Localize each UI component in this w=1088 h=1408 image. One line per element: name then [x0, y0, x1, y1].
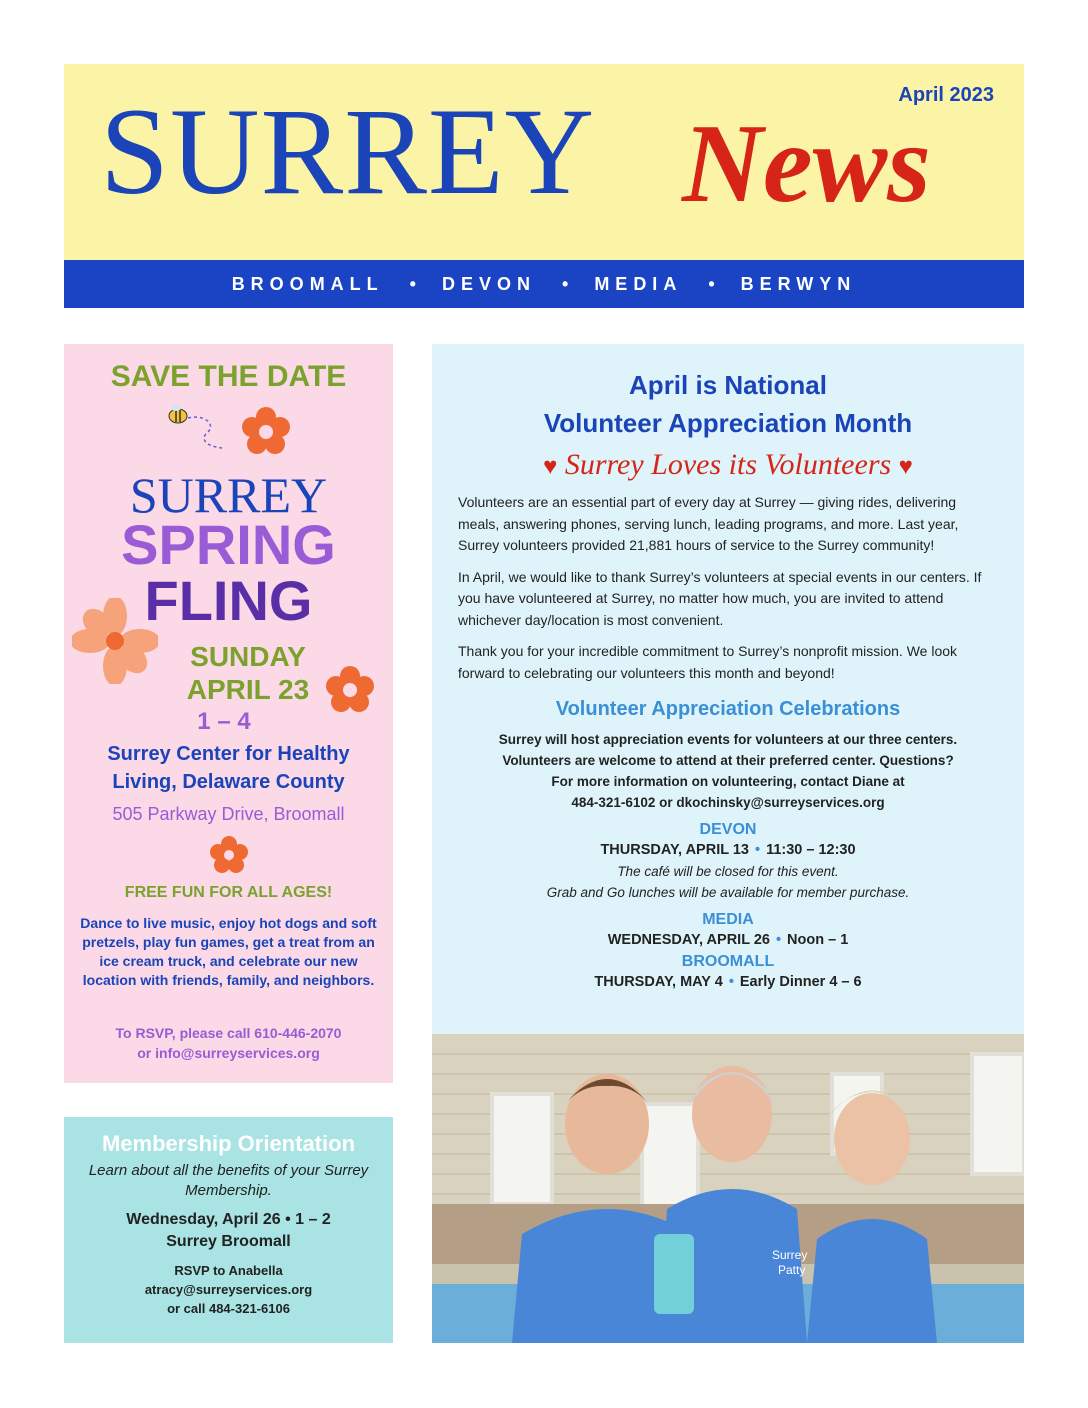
celebrations-intro-line3: For more information on volunteering, contact Diane at: [551, 774, 905, 789]
membership-rsvp-email: atracy@surreyservices.org: [144, 1282, 313, 1297]
event-location-broomall: BROOMALL: [681, 953, 775, 970]
event-time: 11:30 – 12:30: [766, 842, 856, 858]
rsvp-phone: To RSVP, please call 610-446-2070: [115, 1025, 342, 1041]
heart-icon: ♥: [898, 454, 913, 480]
save-the-date-heading: SAVE THE DATE: [110, 360, 347, 393]
logo-news: News: [682, 102, 931, 226]
event-rsvp: [78, 1023, 379, 1063]
heart-icon: ♥: [543, 454, 558, 480]
event-when-media: [432, 929, 1024, 951]
membership-rsvp-name: RSVP to Anabella: [174, 1263, 283, 1278]
issue-date: April 2023: [898, 84, 994, 106]
event-month-day: APRIL 23: [186, 674, 310, 705]
town-separator: •: [562, 273, 569, 294]
flower-icon: [326, 666, 374, 714]
volunteer-card: [432, 344, 1024, 1343]
volunteer-paragraph-3: Thank you for your incredible commitment to Surrey’s nonprofit mission. We look forward to celebrating our volunteers this month and beyond!: [458, 643, 958, 681]
membership-description: Learn about all the benefits of your Surrey Membership.: [88, 1162, 369, 1199]
event-tagline: FREE FUN FOR ALL AGES!: [124, 884, 333, 901]
event-location-devon: DEVON: [699, 821, 757, 838]
rsvp-email: or info@surreyservices.org: [137, 1045, 320, 1061]
event-note-line1: The café will be closed for this event.: [617, 864, 839, 879]
event-description: Dance to live music, enjoy hot dogs and soft pretzels, play fun games, get a treat from an ice cream truck, and celebrate our new location with friends, family, and neighbors.: [80, 915, 377, 988]
volunteer-title-line2: Volunteer Appreciation Month: [543, 408, 913, 438]
large-flower-icon: [72, 598, 158, 684]
celebrations-intro-line2: Volunteers are welcome to attend at their preferred center. Questions?: [502, 753, 954, 768]
event-when-devon: [432, 839, 1024, 861]
flower-icon: [240, 406, 292, 458]
event-time: Early Dinner 4 – 6: [739, 974, 862, 990]
town-separator: •: [708, 273, 715, 294]
volunteer-title-line1: April is National: [629, 370, 827, 400]
event-venue: Surrey Center for Healthy Living, Delaware County: [107, 743, 350, 793]
event-date: [148, 640, 348, 706]
event-day: THURSDAY, MAY 4: [594, 974, 723, 990]
event-location-media: MEDIA: [702, 911, 754, 928]
bullet: •: [754, 842, 761, 858]
membership-when-where: [64, 1209, 393, 1253]
celebrations-contact: 484-321-6102 or dkochinsky@surreyservices.org: [571, 795, 885, 810]
town-devon: DEVON: [441, 273, 536, 294]
bee-icon: [164, 404, 234, 454]
event-hours: 1 – 4: [197, 708, 251, 735]
event-day: THURSDAY, APRIL 13: [600, 842, 749, 858]
volunteer-paragraph-2: In April, we would like to thank Surrey’s volunteers at special events in our centers. If you have volunteered at Surrey, no matter how much, you are invited to attend whichever day/location is most convenient.: [458, 568, 982, 628]
bullet: •: [728, 974, 734, 990]
membership-rsvp-phone: or call 484-321-6106: [167, 1301, 290, 1316]
logo-surrey: SURREY: [100, 83, 596, 220]
event-note-devon: [432, 861, 1024, 903]
bullet: •: [775, 932, 782, 948]
event-day: WEDNESDAY, APRIL 26: [607, 932, 770, 948]
town-media: MEDIA: [594, 273, 683, 294]
membership-rsvp: [64, 1261, 393, 1318]
spring-fling-logo-fling: FLING: [144, 569, 313, 632]
town-berwyn: BERWYN: [740, 273, 857, 294]
spring-fling-logo-surrey: SURREY: [129, 467, 328, 523]
spring-fling-logo-spring: SPRING: [121, 513, 336, 576]
event-day: SUNDAY: [190, 641, 306, 672]
town-separator: •: [409, 273, 416, 294]
celebrations-title: Volunteer Appreciation Celebrations: [555, 698, 901, 720]
flower-icon: [210, 836, 248, 874]
membership-title: Membership Orientation: [101, 1131, 356, 1156]
masthead: [64, 64, 1024, 260]
volunteer-title: [432, 366, 1024, 442]
celebrations-intro: [432, 729, 1024, 813]
celebrations-intro-line1: Surrey will host appreciation events for volunteers at our three centers.: [498, 732, 958, 747]
volunteer-script-heading: [432, 448, 1024, 482]
membership-card: [64, 1117, 393, 1343]
volunteers-photo: [432, 1034, 1024, 1343]
event-address: 505 Parkway Drive, Broomall: [112, 804, 345, 824]
event-note-line2: Grab and Go lunches will be available for member purchase.: [546, 885, 910, 900]
volunteer-paragraph-1: Volunteers are an essential part of every day at Surrey — giving rides, delivering meals, answering phones, serving lunch, leading programs, and more. Last year, Surrey volunteers provided 21,881 hours of service to the Surrey community!: [458, 494, 959, 553]
town-bar: [64, 260, 1024, 308]
membership-location: Surrey Broomall: [166, 1233, 291, 1250]
event-time: Noon – 1: [787, 932, 849, 948]
shirt-text: Patty: [778, 1263, 806, 1277]
spring-fling-card: [64, 344, 393, 1083]
membership-date-time: Wednesday, April 26 • 1 – 2: [126, 1211, 331, 1228]
event-when-broomall: [432, 971, 1024, 993]
shirt-text: Surrey: [772, 1248, 808, 1262]
volunteer-script-text: Surrey Loves its Volunteers: [564, 448, 892, 481]
town-broomall: BROOMALL: [231, 273, 384, 294]
